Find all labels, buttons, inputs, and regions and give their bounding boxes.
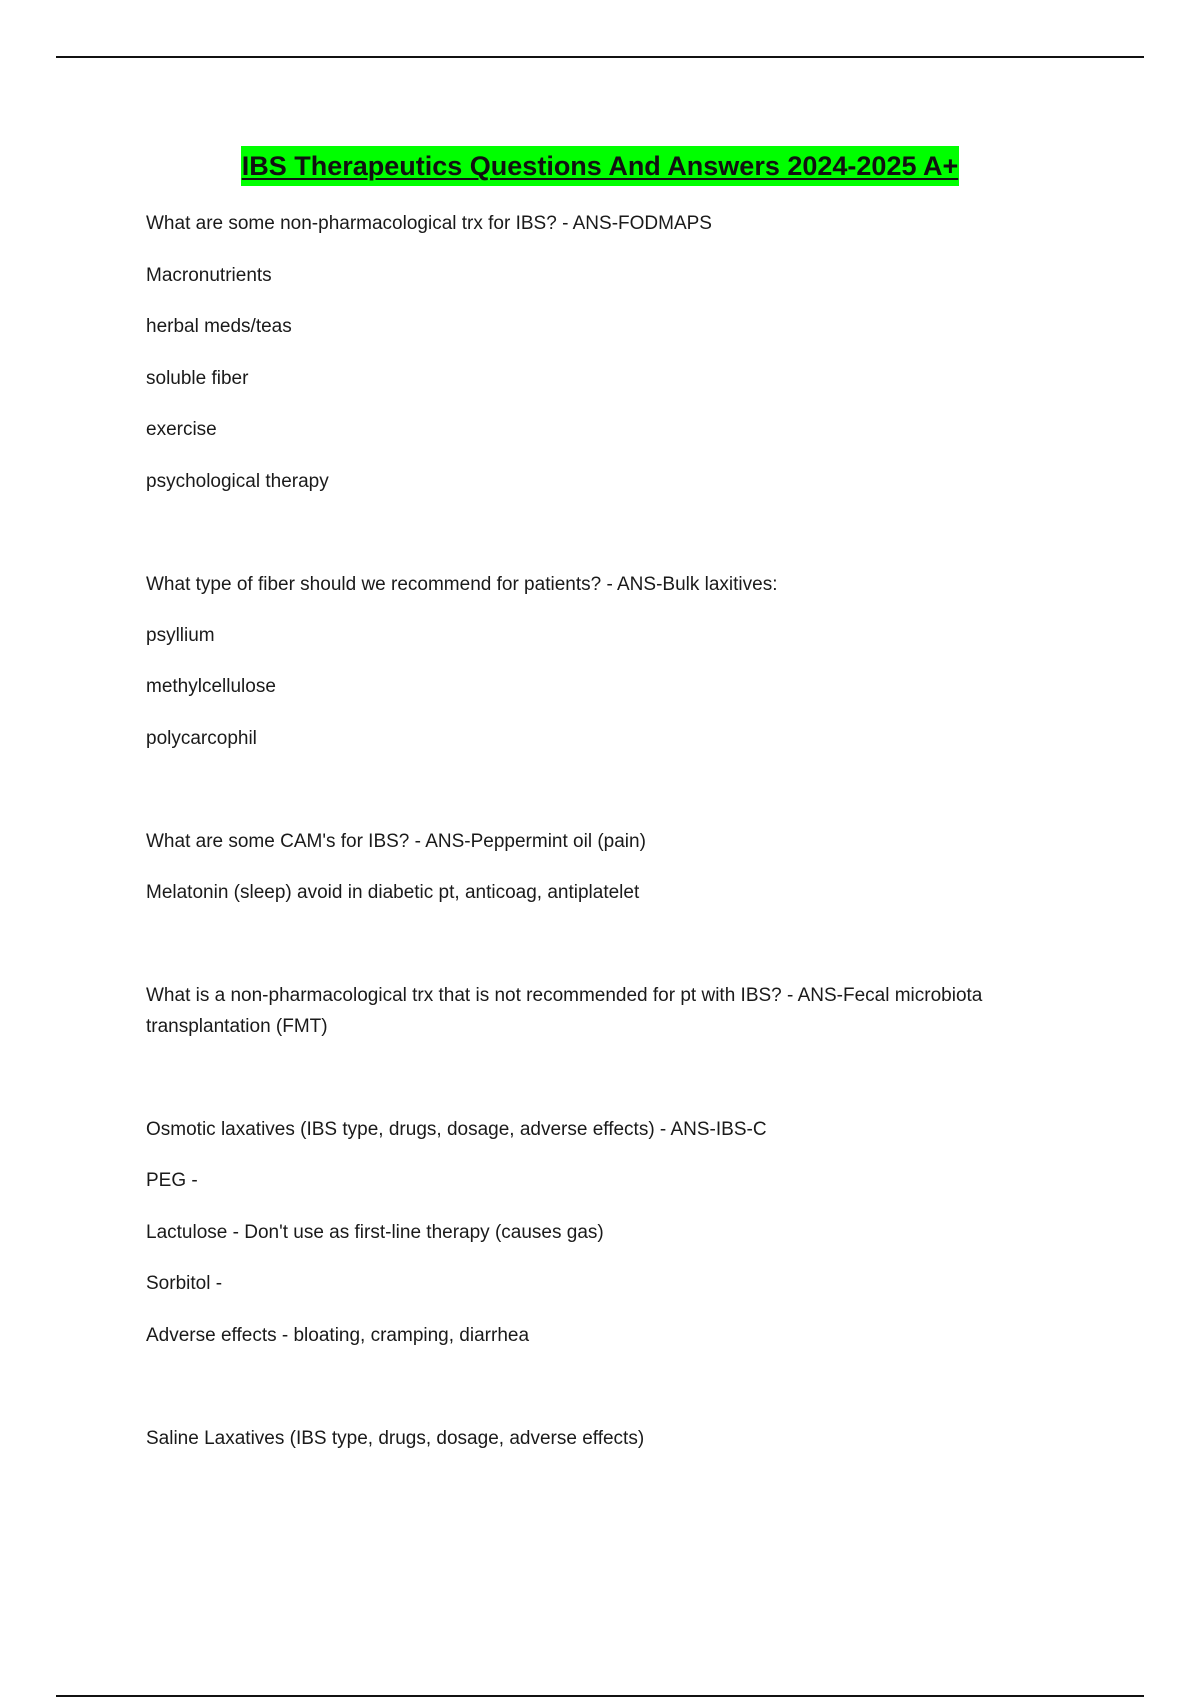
answer-line: methylcellulose <box>146 676 276 697</box>
question-6: Saline Laxatives (IBS type, drugs, dosage, adverse effects) <box>146 1428 645 1449</box>
question-4: What is a non-pharmacological trx that is not recommended for pt with IBS? - ANS-Fecal microbiota transplantation (FMT) <box>146 985 983 1037</box>
answer-line: Melatonin (sleep) avoid in diabetic pt, anticoag, antiplatelet <box>146 882 640 903</box>
question-5: Osmotic laxatives (IBS type, drugs, dosage, adverse effects) - ANS-IBS-C <box>146 1119 767 1140</box>
answer-line: psychological therapy <box>146 471 329 492</box>
top-rule <box>56 56 1144 58</box>
answer-line: Sorbitol - <box>146 1273 223 1294</box>
answer-line: psyllium <box>146 625 215 646</box>
answer-line: Macronutrients <box>146 265 272 286</box>
answer-line: Lactulose - Don't use as first-line therapy (causes gas) <box>146 1222 604 1243</box>
bottom-rule <box>56 1695 1144 1697</box>
answer-line: soluble fiber <box>146 368 249 389</box>
answer-line: exercise <box>146 419 217 440</box>
answer-line: polycarcophil <box>146 728 257 749</box>
title-container <box>0 146 1200 186</box>
document-title: IBS Therapeutics Questions And Answers 2024-2025 A+ <box>241 146 960 186</box>
answer-line: Adverse effects - bloating, cramping, diarrhea <box>146 1325 530 1346</box>
answer-line: herbal meds/teas <box>146 316 292 337</box>
question-2: What type of fiber should we recommend for patients? - ANS-Bulk laxitives: <box>146 574 778 595</box>
answer-line: PEG - <box>146 1170 198 1191</box>
question-1: What are some non-pharmacological trx for IBS? - ANS-FODMAPS <box>146 213 712 234</box>
question-3: What are some CAM's for IBS? - ANS-Peppermint oil (pain) <box>146 831 646 852</box>
